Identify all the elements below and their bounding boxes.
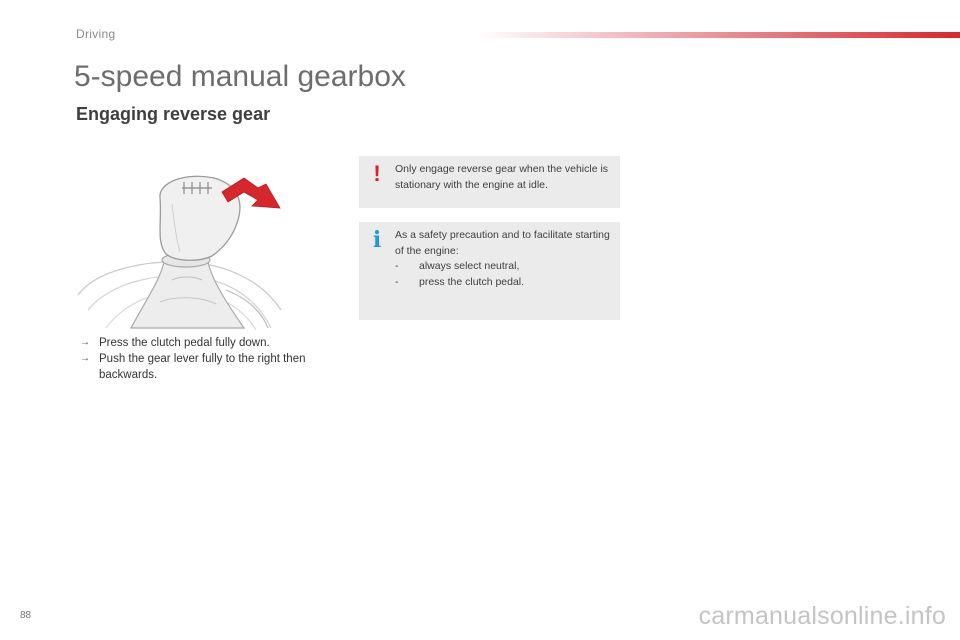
step-text: Push the gear lever fully to the right then backwards. <box>99 353 306 381</box>
info-note <box>359 222 620 320</box>
arrow-bullet-icon: → <box>80 337 90 348</box>
steps-list <box>80 335 340 383</box>
section-label: Driving <box>76 27 116 41</box>
watermark: carmanualsonline.info <box>698 602 946 630</box>
info-list-item <box>395 259 610 275</box>
info-intro: As a safety precaution and to facilitate starting of the engine: <box>395 229 610 257</box>
warning-note <box>359 156 620 208</box>
dash-bullet: - <box>395 260 399 272</box>
arrow-bullet-icon: → <box>80 353 90 364</box>
header-accent-bar <box>478 32 960 38</box>
info-list-item <box>395 275 610 291</box>
info-icon: i <box>372 227 382 253</box>
dash-bullet: - <box>395 275 399 288</box>
info-item-text: press the clutch pedal. <box>419 275 525 288</box>
step-item <box>80 351 340 383</box>
step-text: Press the clutch pedal fully down. <box>99 337 270 349</box>
step-item <box>80 335 340 351</box>
info-list <box>395 259 610 290</box>
gear-lever-illustration <box>76 170 286 330</box>
warning-icon: ! <box>373 161 381 186</box>
section-subtitle: Engaging reverse gear <box>76 104 271 124</box>
info-item-text: always select neutral, <box>419 260 520 272</box>
gear-boot <box>131 262 244 328</box>
page-number: 88 <box>20 610 32 621</box>
warning-text: Only engage reverse gear when the vehicle is stationary with the engine at idle. <box>395 163 609 191</box>
page-title: 5-speed manual gearbox <box>74 60 406 93</box>
